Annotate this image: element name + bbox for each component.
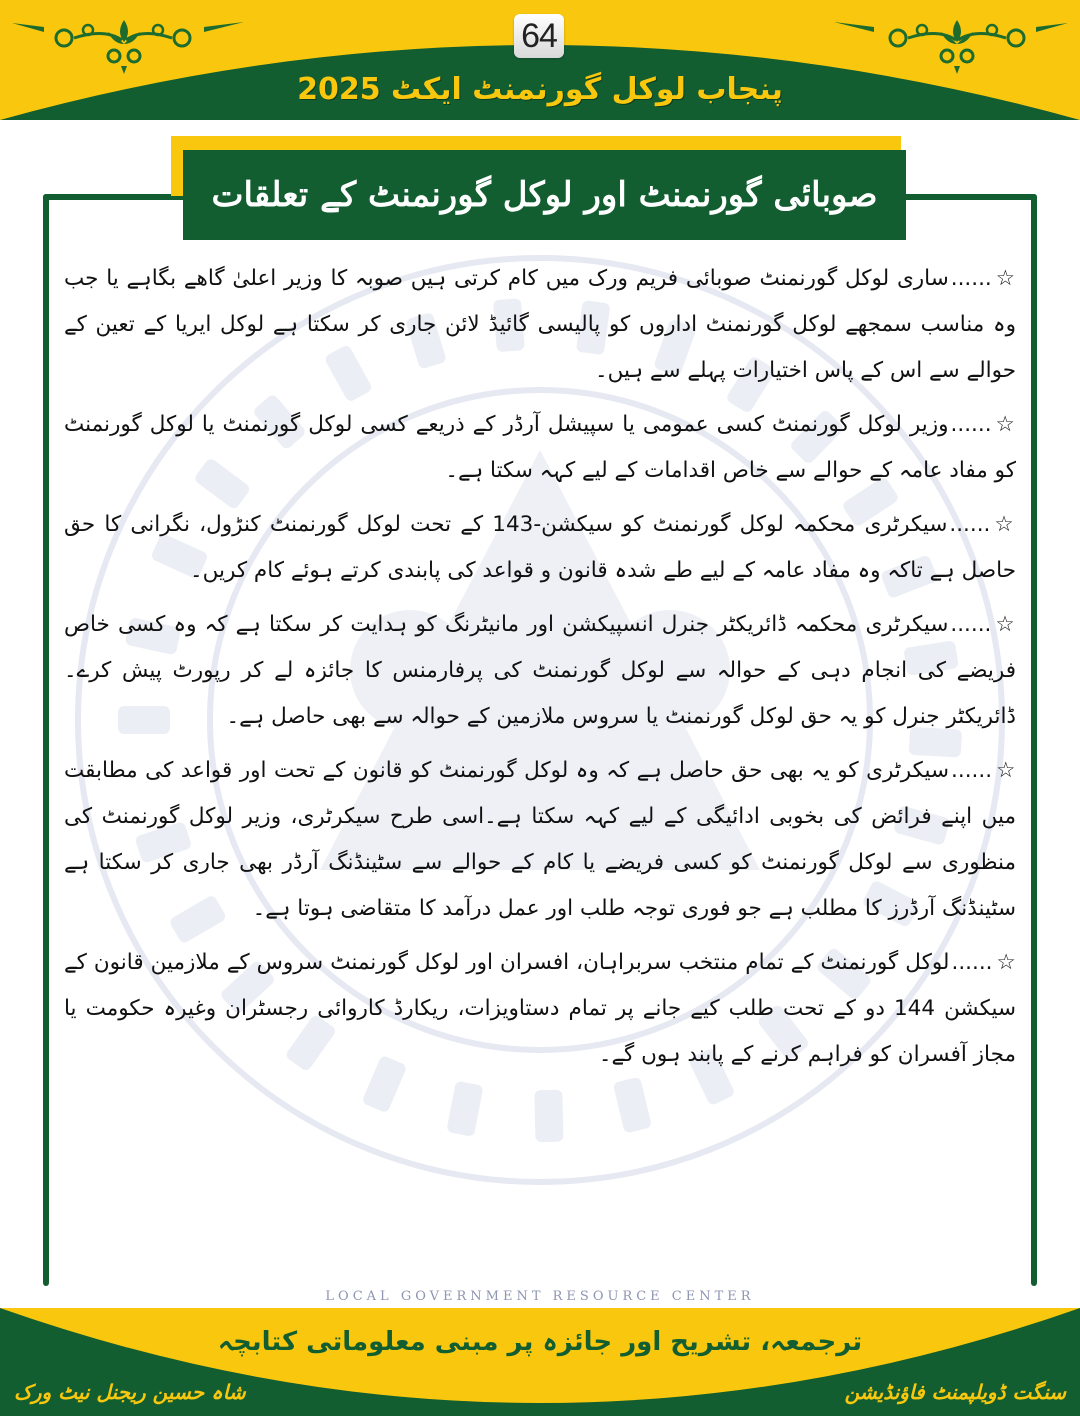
star-icon: ☆ [996, 950, 1016, 975]
star-icon: ☆ [996, 758, 1016, 783]
page-number: 64 [514, 14, 564, 58]
section-title: صوبائی گورنمنٹ اور لوکل گورنمنٹ کے تعلقات [211, 175, 878, 215]
bullet-dots: ...... [949, 512, 991, 537]
paragraph-text: سیکرٹری کو یہ بھی حق حاصل ہے کہ وہ لوکل گورنمنٹ کو قانون کے تحت اور قواعد کی مطابقت میں اپنے فرائض کی بخوبی ادائیگی کے لیے کہہ سکتا ہے۔اسی طرح سیکرٹری، وزیر لوکل گورنمنٹ کی منظوری سے لوکل گورنمنٹ کو کسی فریضے یا کام کے حوالے سے سٹینڈنگ آرڈر بھی جاری کر سکتا ہے سٹینڈنگ آرڈرز کا مطلب ہے جو فوری توجہ طلب اور عمل درآمد کا متقاضی ہوتا ہے۔ [64, 758, 1016, 921]
frame-left-border [43, 194, 49, 1286]
bullet-paragraph [64, 940, 1016, 1078]
book-title: پنجاب لوکل گورنمنٹ ایکٹ 2025 [297, 72, 783, 107]
star-icon: ☆ [994, 512, 1016, 537]
paragraph-text: ساری لوکل گورنمنٹ صوبائی فریم ورک میں کام کرتی ہیں صوبہ کا وزیر اعلیٰ گاھے بگاہے یا جب وہ مناسب سمجھے لوکل گورنمنٹ اداروں کو پالیسی گائیڈ لائن جاری کر سکتا ہے لوکل ایریا کے تعین کے حوالے سے اس کے پاس اختیارات پہلے سے ہیں۔ [64, 266, 1016, 383]
star-icon: ☆ [995, 266, 1016, 291]
paragraph-text: سیکرٹری محکمہ لوکل گورنمنٹ کو سیکشن-143 کے تحت لوکل گورنمنٹ کنڑول، نگرانی کا حق حاصل ہے تاکہ وہ مفاد عامہ کے لیے طے شدہ قانون و قواعد کی پابندی کرتے ہوئے کام کریں۔ [64, 512, 1016, 583]
bullet-dots: ...... [950, 266, 992, 291]
frame-right-border [1031, 194, 1037, 1286]
section-title-box [183, 150, 906, 240]
paragraph-text: سیکرٹری محکمہ ڈائریکٹر جنرل انسپیکشن اور مانیٹرنگ کو ہدایت کر سکتا ہے کہ وہ کسی خاص فریضے کی انجام دہی کے حوالہ سے لوکل گورنمنٹ کی پرفارمنس کا جائزہ لے کر رپورٹ پیش کرے۔ڈائریکٹر جنرل کو یہ حق لوکل گورنمنٹ یا سروس ملازمین کے حوالہ سے بھی حاصل ہے۔ [64, 612, 1016, 729]
star-icon: ☆ [995, 412, 1016, 437]
paragraph-text: وزیر لوکل گورنمنٹ کسی عمومی یا سپیشل آرڈر کے ذریعے کسی لوکل گورنمنٹ یا لوکل گورنمنٹ کو مفاد عامہ کے حوالے سے خاص اقدامات کے لیے کہہ سکتا ہے۔ [64, 412, 1016, 483]
paragraph-text: لوکل گورنمنٹ کے تمام منتخب سربراہان، افسران اور لوکل گورنمنٹ سروس کے ملازمین قانون کے سیکشن 144 دو کے تحت طلب کیے جانے پر تمام دستاویزات، ریکارڈ کاروائی رجسٹران وغیرہ حکومت یا مجاز آفسران کو فراہم کرنے کے پابند ہوں گے۔ [64, 950, 1016, 1067]
bullet-dots: ...... [950, 412, 992, 437]
page-header [0, 0, 1080, 120]
bullet-paragraph [64, 748, 1016, 932]
footer-credit-network: شاہ حسین ریجنل نیٹ ورک [14, 1380, 246, 1404]
footer-credit-foundation: سنگت ڈویلپمنٹ فاؤنڈیشن [844, 1380, 1066, 1404]
fleur-de-lis-ornament-icon [826, 18, 1076, 74]
fleur-de-lis-ornament-icon [4, 18, 254, 74]
bullet-paragraph [64, 256, 1016, 394]
bullet-paragraph [64, 502, 1016, 594]
star-icon: ☆ [995, 612, 1016, 637]
watermark-caption: LOCAL GOVERNMENT RESOURCE CENTER [325, 1289, 755, 1304]
footer-title: ترجمعہ، تشریح اور جائزہ پر مبنی معلوماتی کتابچہ [217, 1327, 863, 1357]
page-footer [0, 1308, 1080, 1416]
bullet-dots: ...... [951, 950, 993, 975]
article-body [64, 256, 1016, 1286]
bullet-paragraph [64, 402, 1016, 494]
bullet-dots: ...... [950, 612, 992, 637]
bullet-paragraph [64, 602, 1016, 740]
bullet-dots: ...... [951, 758, 993, 783]
